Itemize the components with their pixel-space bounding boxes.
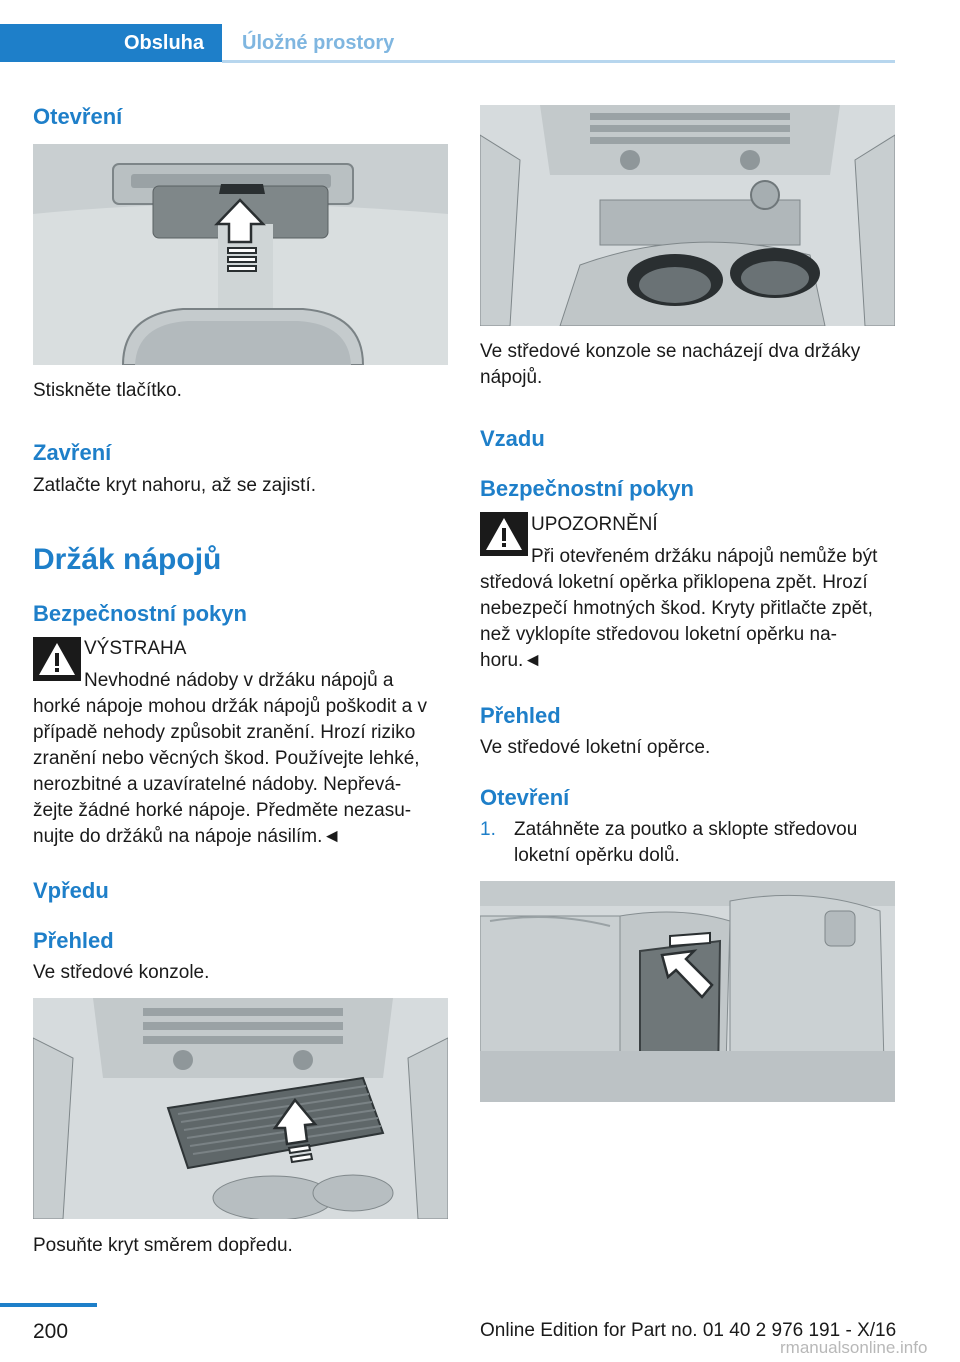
caution-line: středová loketní opěrka přiklopena zpět. Hrozí <box>480 572 868 593</box>
step-line: loketní opěrku dolů. <box>514 845 680 866</box>
warning-line: žejte žádné horké nápoje. Předměte nezasu‐ <box>33 800 412 821</box>
warning-line: nujte do držáků na nápoje násilím.◄ <box>33 826 342 847</box>
heading-safety-note: Bezpečnostní pokyn <box>33 601 247 626</box>
subsection-tab[interactable]: Úložné prostory <box>242 32 395 54</box>
header-rule <box>222 60 895 63</box>
caution-line: nebezpečí hmotných škod. Kryty přitlačte zpět, <box>480 598 873 619</box>
figure-console-cover <box>33 998 448 1219</box>
warning-line: zranění nebo věcných škod. Používejte lehké, <box>33 748 420 769</box>
warning-line: nerozbitné a uzavíratelné nádoby. Nepřevá‐ <box>33 774 402 795</box>
caption-press-button: Stiskněte tlačítko. <box>33 380 182 401</box>
section-tab[interactable]: Obsluha <box>0 24 222 62</box>
warning-line: případě nehody způsobit zranění. Hrozí riziko <box>33 722 416 743</box>
warning-line: Nevhodné nádoby v držáku nápojů a <box>84 670 394 691</box>
warning-icon <box>33 637 81 681</box>
caption-two-holders-line1: Ve středové konzole se nacházejí dva držáky <box>480 341 861 362</box>
caution-line: horu.◄ <box>480 650 543 671</box>
edition-info: Online Edition for Part no. 01 40 2 976 191 - X/16 <box>480 1320 897 1341</box>
heading-overview: Přehled <box>33 928 114 953</box>
text-overview: Ve středové konzole. <box>33 962 210 983</box>
step-number: 1. <box>480 819 496 840</box>
heading-rear: Vzadu <box>480 426 545 451</box>
footer-rule <box>0 1303 97 1307</box>
heading-open: Otevření <box>33 104 123 129</box>
heading-safety-note-rear: Bezpečnostní pokyn <box>480 476 694 501</box>
caution-line: než vyklopíte středovou loketní opěrku na‐ <box>480 624 837 645</box>
text-overview-rear: Ve středové loketní opěrce. <box>480 737 711 758</box>
page-number: 200 <box>33 1320 69 1343</box>
text-close: Zatlačte kryt nahoru, až se zajistí. <box>33 475 317 496</box>
figure-overhead-button <box>33 144 448 365</box>
figure-rear-armrest <box>480 881 895 1102</box>
watermark: rmanualsonline.info <box>780 1338 928 1357</box>
caution-line: Při otevřeném držáku nápojů nemůže být <box>531 546 878 567</box>
caption-slide-cover: Posuňte kryt směrem dopředu. <box>33 1235 293 1256</box>
warning-title: VÝSTRAHA <box>84 638 187 659</box>
warning-icon <box>480 512 528 556</box>
warning-line: horké nápoje mohou držák nápojů poškodit a v <box>33 696 427 717</box>
figure-two-cup-holders <box>480 105 895 326</box>
heading-close: Zavření <box>33 440 112 465</box>
heading-front: Vpředu <box>33 878 109 903</box>
caution-title: UPOZORNĚNÍ <box>531 514 658 535</box>
step-line: Zatáhněte za poutko a sklopte středovou <box>514 819 858 840</box>
heading-open-rear: Otevření <box>480 785 570 810</box>
heading-overview-rear: Přehled <box>480 703 561 728</box>
caption-two-holders-line2: nápojů. <box>480 367 543 388</box>
heading-cup-holder: Držák nápojů <box>33 543 222 576</box>
page-header <box>0 24 895 64</box>
